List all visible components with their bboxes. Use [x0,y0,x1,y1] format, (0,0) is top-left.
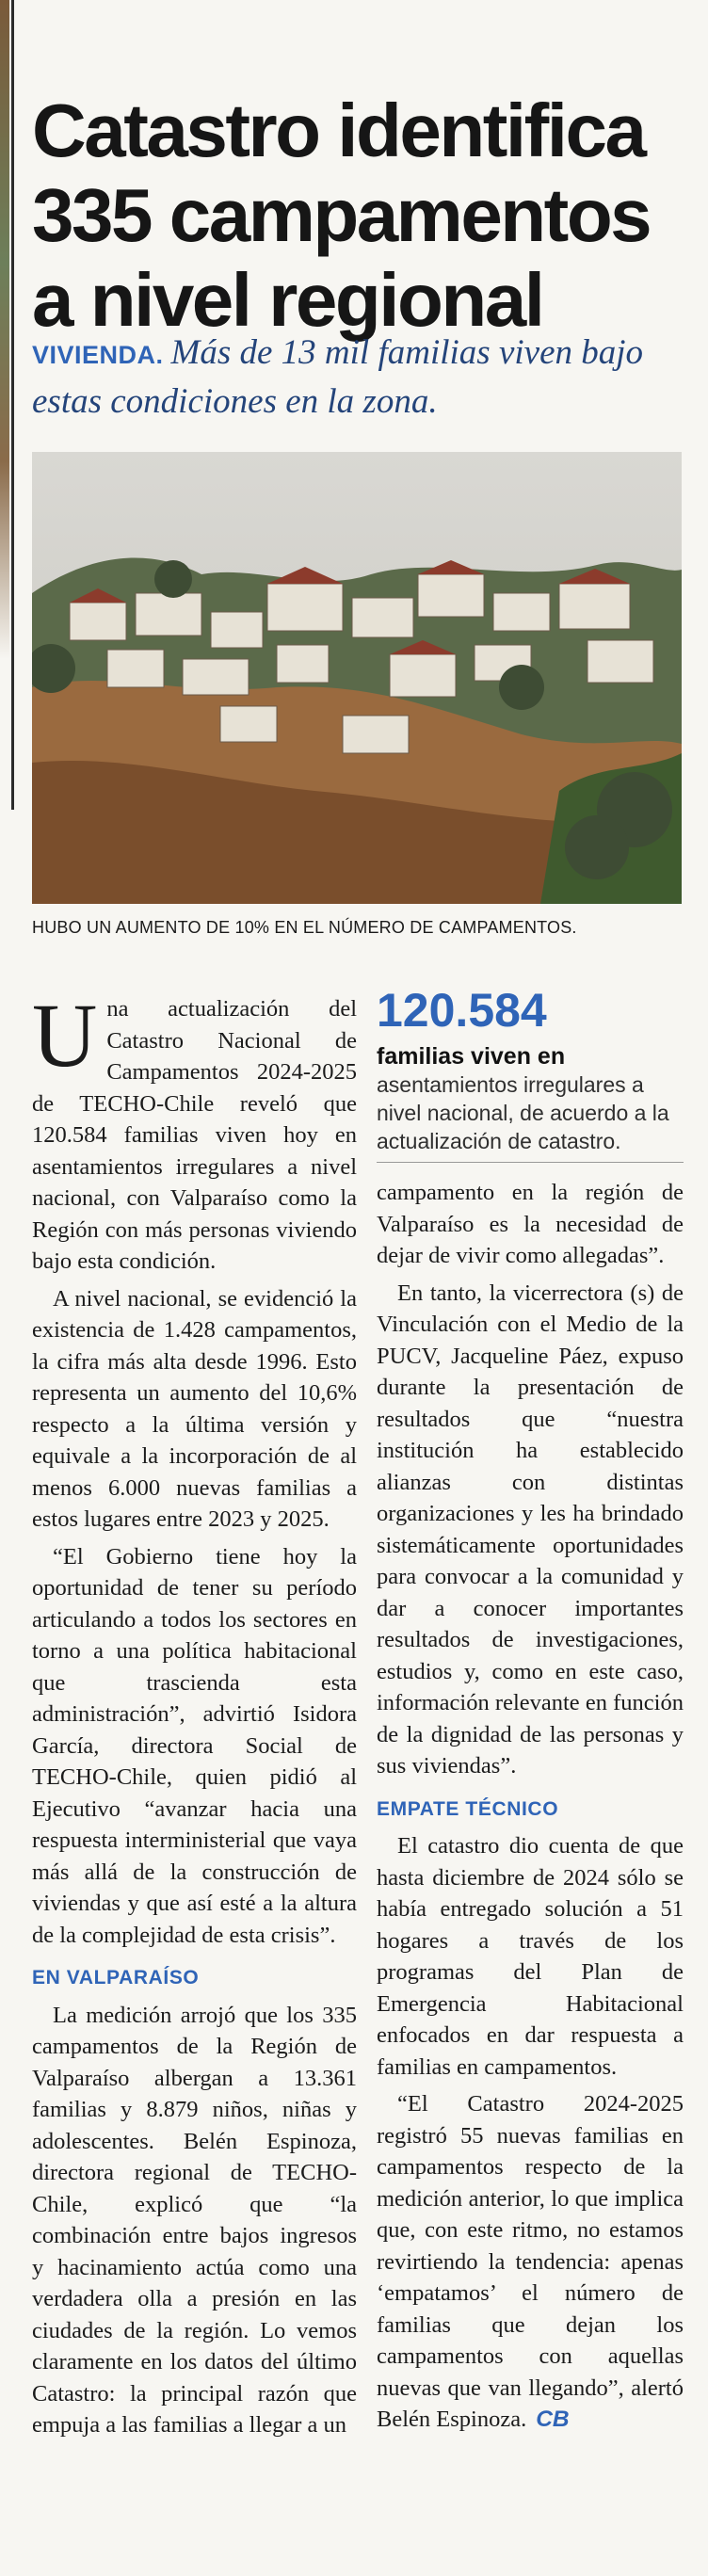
body-paragraph: “El Gobierno tiene hoy la oportunidad de tener su período articulando a todos los sectores en torno a una política habitacional que trascienda esta administración”, advirtió Isidora García, directora Social de TECHO-Chile, quien pidió al Ejecutivo “avanzar hacia una respuesta interministerial que vaya más allá de la construcción de viviendas y que así esté a la altura de la complejidad de esta crisis”. [32,1543,357,1948]
pull-quote-number: 120.584 [377,984,547,1037]
body-paragraph: La medición arrojó que los 335 campamentos de la Región de Valparaíso albergan a 13.361 familias y 8.879 niños, niñas y adolescentes. Belén Espinoza, directora regional de TECHO-Chile, explicó que “la combinación entre bajos ingresos y hacinamiento actúa como una verdadera olla a presión en las ciudades de la región. Lo vemos claramente en los datos del último Catastro: la principal razón que empuja a las familias a llegar a un [32,2002,357,2438]
adjacent-article-edge [0,0,9,659]
body-paragraph: En tanto, la vicerrectora (s) de Vinculación con el Medio de la PUCV, Jacqueline Páez, expuso durante la presentación de resultados que “nuestra institución ha establecido alianzas con distintas organizaciones y les ha brindado sistemáticamente oportunidades para convocar a la comunidad y dar a conocer importantes resultados de investigaciones, estudios y, como en este caso, información relevante en función de la dignidad de las personas y sus viviendas”. [377,1280,684,1779]
drop-cap: U [32,993,98,1086]
deck-kicker: VIVIENDA. [32,341,164,369]
campamento-photo [32,452,682,904]
section-subhead: EN VALPARAÍSO [32,1967,200,1988]
body-column-left [32,993,357,2537]
body-paragraph: A nivel nacional, se evidenció la existencia de 1.428 campamentos, la cifra más alta desde 1996. Esto representa un aumento del 10,6% respecto a la última versión y equivale a la incorporación de al menos 6.000 nuevas familias a estos lugares entre 2023 y 2025. [32,1285,357,1532]
headline-line: Catastro identifica [32,88,645,172]
body-column-right [377,1177,684,2542]
column-divider [11,0,14,810]
pull-quote-rest: asentamientos irregulares a nivel nacional, de acuerdo a la actualización de catastro. [377,1072,669,1153]
section-subhead: EMPATE TÉCNICO [377,1797,559,1820]
pull-quote-text [377,1042,684,1155]
body-text: na actualización del Catastro Nacional de Campamentos 2024-2025 de TECHO-Chile reveló que 120.584 familias viven hoy en asentamientos irregulares a nivel nacional, con Valparaíso como la Región con más personas viviendo bajo esta condición. [32,996,357,1274]
body-paragraph: El catastro dio cuenta de que hasta diciembre de 2024 sólo se había entregado solución a 51 hogares a través de los programas del Plan de Emergencia Habitacional enfocados en dar respuesta a familias en campamentos. [377,1833,684,2080]
headline-line: 335 campamentos [32,172,651,257]
signoff: CB [536,2407,570,2432]
headline [32,89,691,343]
body-text: “El Catastro 2024-2025 registró 55 nuevas familias en campamentos respecto de la medición anterior, lo que implica que, con este ritmo, no estamos revirtiendo la tendencia: apenas ‘empatamos’ el número de familias que dejan los campamentos con aquellas nuevas que van llegando”, alertó Belén Espinoza. [377,2091,684,2432]
headline-line: a nivel regional [32,257,543,342]
pull-quote [377,984,684,1155]
photo-caption: HUBO UN AUMENTO DE 10% EN EL NÚMERO DE CAMPAMENTOS. [32,918,577,937]
body-paragraph [377,2088,684,2436]
pull-quote-strong: familias viven en [377,1043,566,1070]
body-paragraph: campamento en la región de Valparaíso es la necesidad de dejar de vivir como allegadas”. [377,1180,684,1268]
body-paragraph [32,993,357,1278]
pull-quote-rule [377,1162,684,1163]
deck [32,330,682,426]
deck-text: Más de 13 mil familias viven bajo estas condiciones en la zona. [32,333,644,421]
